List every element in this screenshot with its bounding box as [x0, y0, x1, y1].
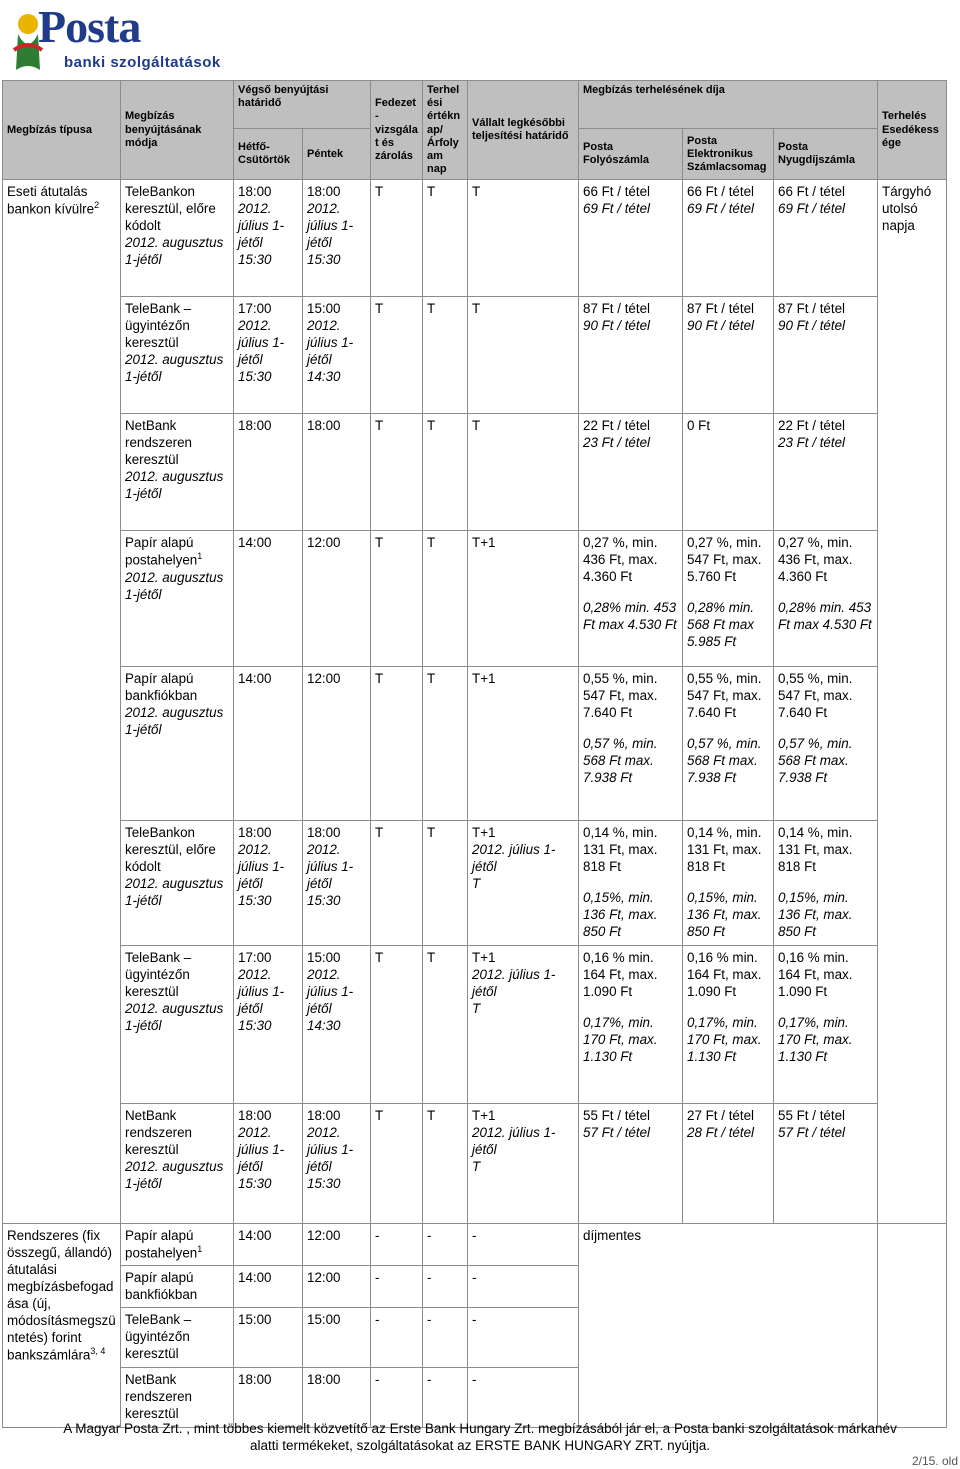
- fedezet-cell: T: [371, 180, 423, 297]
- terhelesi-cell: -: [423, 1367, 468, 1427]
- header-esedekesseg: Terhelés Esedékessége: [878, 81, 947, 180]
- vallalt-cell: T+1: [468, 667, 579, 821]
- vallalt-cell: -: [468, 1367, 579, 1427]
- mode-cell: Papír alapú bankfiókban: [121, 1265, 234, 1307]
- fee-folyo: 66 Ft / tétel 69 Ft / tétel: [579, 180, 683, 297]
- fee-folyo: 22 Ft / tétel 23 Ft / tétel: [579, 414, 683, 531]
- terhelesi-cell: T: [423, 946, 468, 1104]
- fee-nyugdij: 55 Ft / tétel 57 Ft / tétel: [774, 1104, 878, 1224]
- esedekesseg-cell: Tárgyhó utolsó napja: [878, 180, 947, 1224]
- fee-elektronikus: 0,55 %, min. 547 Ft, max. 7.640 Ft 0,57 %, min. 568 Ft max. 7.938 Ft: [683, 667, 774, 821]
- mode-cell: NetBank rendszeren keresztül 2012. augusztus 1-jétől: [121, 1104, 234, 1224]
- vallalt-cell: -: [468, 1307, 579, 1367]
- vallalt-cell: T: [468, 414, 579, 531]
- terhelesi-cell: -: [423, 1224, 468, 1266]
- fee-folyo: 0,14 %, min. 131 Ft, max. 818 Ft 0,15%, min. 136 Ft, max. 850 Ft: [579, 821, 683, 946]
- fee-folyo: 55 Ft / tétel 57 Ft / tétel: [579, 1104, 683, 1224]
- p-cell: 18:00 2012. július 1-jétől 15:30: [303, 180, 371, 297]
- mode-cell: Papír alapú bankfiókban 2012. augusztus 1-jétől: [121, 667, 234, 821]
- fee-elektronikus: 0,16 % min. 164 Ft, max. 1.090 Ft 0,17%, min. 170 Ft, max. 1.130 Ft: [683, 946, 774, 1104]
- fedezet-cell: T: [371, 946, 423, 1104]
- p-cell: 12:00: [303, 531, 371, 667]
- p-cell: 18:00 2012. július 1-jétől 15:30: [303, 1104, 371, 1224]
- table-row: [3, 180, 947, 297]
- fee-nyugdij: 66 Ft / tétel 69 Ft / tétel: [774, 180, 878, 297]
- group-eseti-atutalas: Eseti átutalás bankon kívülre$^2$: [3, 180, 121, 1224]
- fedezet-cell: -: [371, 1224, 423, 1266]
- mode-cell: TeleBankon keresztül, előre kódolt 2012. augusztus 1-jétől: [121, 821, 234, 946]
- p-cell: 15:00: [303, 1307, 371, 1367]
- terhelesi-cell: T: [423, 414, 468, 531]
- fedezet-cell: T: [371, 414, 423, 531]
- hc-cell: 18:00 2012. július 1-jétől 15:30: [234, 180, 303, 297]
- fedezet-cell: T: [371, 667, 423, 821]
- fee-folyo: 0,16 % min. 164 Ft, max. 1.090 Ft 0,17%, min. 170 Ft, max. 1.130 Ft: [579, 946, 683, 1104]
- table-row: [3, 1224, 947, 1266]
- header-posta-folyo: Posta Folyószámla: [579, 129, 683, 180]
- fedezet-cell: T: [371, 297, 423, 414]
- fedezet-cell: -: [371, 1265, 423, 1307]
- table-row: [3, 414, 947, 531]
- fee-nyugdij: 22 Ft / tétel 23 Ft / tétel: [774, 414, 878, 531]
- p-cell: 12:00: [303, 1224, 371, 1266]
- dijmentes-cell: díjmentes: [579, 1224, 878, 1428]
- fedezet-cell: -: [371, 1307, 423, 1367]
- p-cell: 12:00: [303, 1265, 371, 1307]
- posta-logo: [8, 1, 238, 80]
- mode-cell: Papír alapú postahelyen$^1$: [121, 1224, 234, 1266]
- header-vallalt: Vállalt legkésőbbi teljesítési határidő: [468, 81, 579, 180]
- mode-cell: TeleBank – ügyintézőn keresztül 2012. augusztus 1-jétől: [121, 297, 234, 414]
- hc-cell: 14:00: [234, 1224, 303, 1266]
- terhelesi-cell: T: [423, 180, 468, 297]
- vallalt-cell: -: [468, 1265, 579, 1307]
- fee-folyo: 0,27 %, min. 436 Ft, max. 4.360 Ft 0,28% min. 453 Ft max 4.530 Ft: [579, 531, 683, 667]
- vallalt-cell: T+1 2012. július 1-jétől T: [468, 946, 579, 1104]
- mode-cell: NetBank rendszeren keresztül: [121, 1367, 234, 1427]
- fee-nyugdij: 87 Ft / tétel 90 Ft / tétel: [774, 297, 878, 414]
- header-posta-elektronikus: Posta Elektronikus Számlacsomag: [683, 129, 774, 180]
- hc-cell: 18:00: [234, 1367, 303, 1427]
- vallalt-cell: T: [468, 297, 579, 414]
- terhelesi-cell: T: [423, 531, 468, 667]
- header-hetfo-csutortok: Hétfő-Csütörtök: [234, 129, 303, 180]
- hc-cell: 15:00: [234, 1307, 303, 1367]
- fedezet-cell: T: [371, 821, 423, 946]
- hc-cell: 18:00: [234, 414, 303, 531]
- table-row: [3, 946, 947, 1104]
- fee-nyugdij: 0,27 %, min. 436 Ft, max. 4.360 Ft 0,28% min. 453 Ft max 4.530 Ft: [774, 531, 878, 667]
- vallalt-cell: -: [468, 1224, 579, 1266]
- fee-nyugdij: 0,55 %, min. 547 Ft, max. 7.640 Ft 0,57 %, min. 568 Ft max. 7.938 Ft: [774, 667, 878, 821]
- header-pentek: Péntek: [303, 129, 371, 180]
- table-row: [3, 1104, 947, 1224]
- hc-cell: 18:00 2012. július 1-jétől 15:30: [234, 1104, 303, 1224]
- header-benyujtas-modja: Megbízás benyújtásának módja: [121, 81, 234, 180]
- fee-elektronikus: 0 Ft: [683, 414, 774, 531]
- p-cell: 18:00: [303, 414, 371, 531]
- fee-elektronikus: 27 Ft / tétel 28 Ft / tétel: [683, 1104, 774, 1224]
- terhelesi-cell: T: [423, 297, 468, 414]
- footer-note: A Magyar Posta Zrt. , mint többes kiemelt közvetítő az Erste Bank Hungary Zrt. megbízásából jár el, a Posta banki szolgáltatások márkanév alatti termékeket, szolgáltatásokat az ERSTE BANK HUNGARY ZRT. nyújtja.: [63, 1421, 897, 1453]
- mode-cell: NetBank rendszeren keresztül 2012. augusztus 1-jétől: [121, 414, 234, 531]
- fee-elektronikus: 66 Ft / tétel 69 Ft / tétel: [683, 180, 774, 297]
- terhelesi-cell: -: [423, 1307, 468, 1367]
- mode-cell: Papír alapú postahelyen$^1$ 2012. augusztus 1-jétől: [121, 531, 234, 667]
- fedezet-cell: -: [371, 1367, 423, 1427]
- p-cell: 12:00: [303, 667, 371, 821]
- header-vegso-hatarido: Végső benyújtási határidő: [234, 81, 371, 129]
- p-cell: 18:00 2012. július 1-jétől 15:30: [303, 821, 371, 946]
- group-rendszeres-atutalas: Rendszeres (fix összegű, állandó) átutalási megbízásbefogadása (új, módosításmegszüntetés) forint bankszámlára$^{3, 4}$: [3, 1224, 121, 1428]
- fedezet-cell: T: [371, 531, 423, 667]
- mode-cell: TeleBankon keresztül, előre kódolt 2012. augusztus 1-jétől: [121, 180, 234, 297]
- logo-brand: Posta: [38, 1, 141, 52]
- table-row: [3, 297, 947, 414]
- hc-cell: 17:00 2012. július 1-jétől 15:30: [234, 297, 303, 414]
- hc-cell: 14:00: [234, 1265, 303, 1307]
- empty-cell: [878, 1224, 947, 1428]
- mode-cell: TeleBank – ügyintézőn keresztül: [121, 1307, 234, 1367]
- fee-folyo: 0,55 %, min. 547 Ft, max. 7.640 Ft 0,57 %, min. 568 Ft max. 7.938 Ft: [579, 667, 683, 821]
- mode-cell: TeleBank – ügyintézőn keresztül 2012. augusztus 1-jétől: [121, 946, 234, 1104]
- terhelesi-cell: T: [423, 667, 468, 821]
- fee-nyugdij: 0,16 % min. 164 Ft, max. 1.090 Ft 0,17%, min. 170 Ft, max. 1.130 Ft: [774, 946, 878, 1104]
- p-cell: 15:00 2012. július 1-jétől 14:30: [303, 297, 371, 414]
- page-number: 2/15. old: [911, 1454, 958, 1468]
- header-fedezet: Fedezet-vizsgálat és zárolás: [371, 81, 423, 180]
- fee-elektronikus: 87 Ft / tétel 90 Ft / tétel: [683, 297, 774, 414]
- hc-cell: 14:00: [234, 531, 303, 667]
- fee-nyugdij: 0,14 %, min. 131 Ft, max. 818 Ft 0,15%, min. 136 Ft, max. 850 Ft: [774, 821, 878, 946]
- fee-elektronikus: 0,27 %, min. 547 Ft, max. 5.760 Ft 0,28% min. 568 Ft max 5.985 Ft: [683, 531, 774, 667]
- terhelesi-cell: T: [423, 1104, 468, 1224]
- vallalt-cell: T: [468, 180, 579, 297]
- vallalt-cell: T+1 2012. július 1-jétől T: [468, 1104, 579, 1224]
- fedezet-cell: T: [371, 1104, 423, 1224]
- vallalt-cell: T+1: [468, 531, 579, 667]
- terhelesi-cell: -: [423, 1265, 468, 1307]
- hc-cell: 14:00: [234, 667, 303, 821]
- terhelesi-cell: T: [423, 821, 468, 946]
- hc-cell: 18:00 2012. július 1-jétől 15:30: [234, 821, 303, 946]
- fee-folyo: 87 Ft / tétel 90 Ft / tétel: [579, 297, 683, 414]
- logo-subtitle: banki szolgáltatások: [64, 54, 221, 71]
- header-megbizas-tipusa: Megbízás típusa: [3, 81, 121, 180]
- table-row: [3, 821, 947, 946]
- p-cell: 15:00 2012. július 1-jétől 14:30: [303, 946, 371, 1104]
- table-row: [3, 531, 947, 667]
- header-posta-nyugdij: Posta Nyugdíjszámla: [774, 129, 878, 180]
- p-cell: 18:00: [303, 1367, 371, 1427]
- fee-elektronikus: 0,14 %, min. 131 Ft, max. 818 Ft 0,15%, min. 136 Ft, max. 850 Ft: [683, 821, 774, 946]
- header-terhelesi-nap: Terhelési értéknap/ Árfolyam nap: [423, 81, 468, 180]
- table-row: [3, 667, 947, 821]
- vallalt-cell: T+1 2012. július 1-jétől T: [468, 821, 579, 946]
- fee-table: [2, 80, 947, 1428]
- hc-cell: 17:00 2012. július 1-jétől 15:30: [234, 946, 303, 1104]
- header-dij: Megbízás terhelésének díja: [579, 81, 878, 129]
